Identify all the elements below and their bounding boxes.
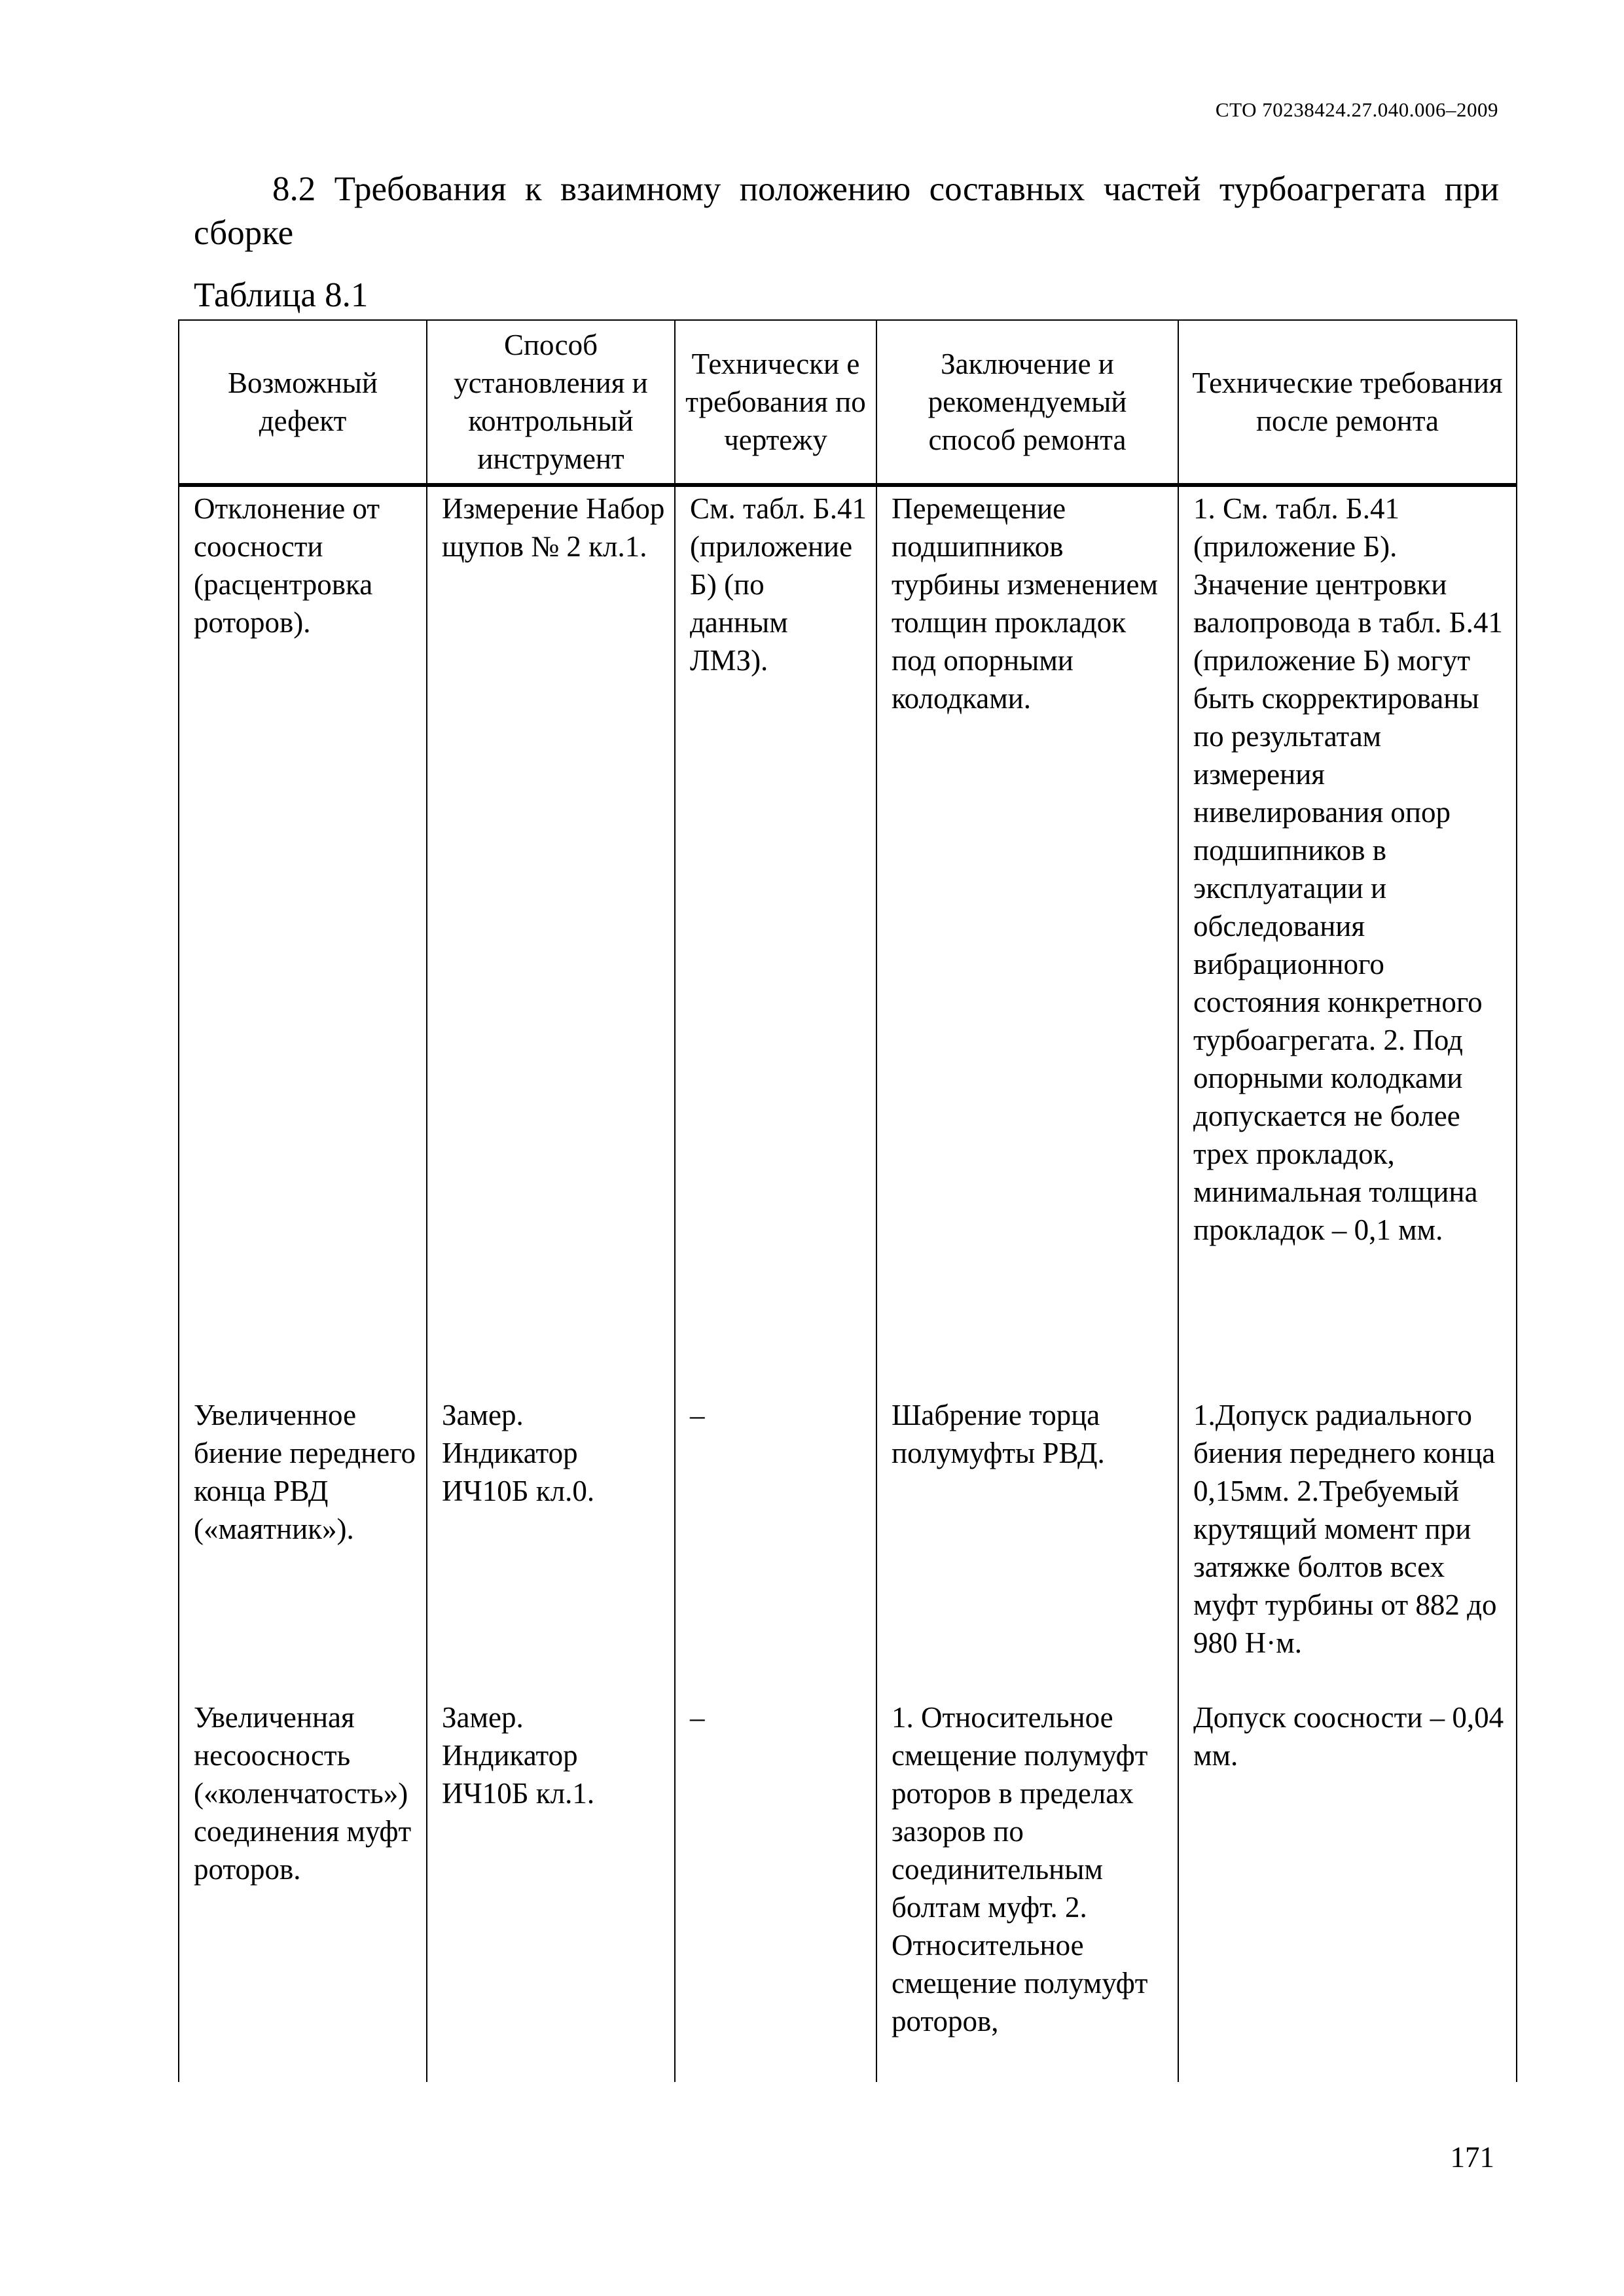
cell-repair: Перемещение подшипников турбины изменением толщин прокладок под опорными колодками. <box>876 485 1178 1396</box>
section-title: 8.2 Требования к взаимному положению составных частей турбоагрегата при сборке <box>194 170 1499 252</box>
header-repair: Заключение и рекомендуемый способ ремонта <box>876 320 1178 485</box>
cell-defect: Увеличенная несоосность («коленчатость») соединения муфт роторов. <box>179 1698 427 2082</box>
table-row <box>179 485 1517 1396</box>
defects-table <box>178 319 1517 2082</box>
page-number: 171 <box>1450 2141 1494 2174</box>
cell-drawing-requirements: – <box>675 1396 876 1698</box>
cell-drawing-requirements: – <box>675 1698 876 2082</box>
cell-defect: Увеличенное биение переднего конца РВД («маятник»). <box>179 1396 427 1698</box>
table-header-row <box>179 320 1517 485</box>
cell-after-repair: Допуск соосности – 0,04 мм. <box>1178 1698 1517 2082</box>
cell-method: Измерение Набор щупов № 2 кл.1. <box>427 485 675 1396</box>
cell-method: Замер. Индикатор ИЧ10Б кл.1. <box>427 1698 675 2082</box>
cell-repair: 1. Относительное смещение полумуфт роторов в пределах зазоров по соединительным болтам муфт. 2. Относительное смещение полумуфт роторов, <box>876 1698 1178 2082</box>
document-code-header: СТО 70238424.27.040.006–2009 <box>1215 98 1498 121</box>
header-defect: Возможный дефект <box>179 320 427 485</box>
cell-defect: Отклонение от соосности (расцентровка роторов). <box>179 485 427 1396</box>
cell-after-repair: 1. См. табл. Б.41 (приложение Б). Значение центровки валопровода в табл. Б.41 (приложение Б) могут быть скорректированы по результатам измерения нивелирования опор подшипников в эксплуатации и обследования вибрационного состояния конкретного турбоагрегата. 2. Под опорными колодками допускается не более трех прокладок, минимальная толщина прокладок – 0,1 мм. <box>1178 485 1517 1396</box>
cell-drawing-requirements: См. табл. Б.41 (приложение Б) (по данным ЛМЗ). <box>675 485 876 1396</box>
table-caption: Таблица 8.1 <box>194 276 369 314</box>
header-drawing-requirements: Технически е требования по чертежу <box>675 320 876 485</box>
header-after-repair: Технические требования после ремонта <box>1178 320 1517 485</box>
cell-after-repair: 1.Допуск радиального биения переднего конца 0,15мм. 2.Требуемый крутящий момент при затяжке болтов всех муфт турбины от 882 до 980 Н·м. <box>1178 1396 1517 1698</box>
cell-repair: Шабрение торца полумуфты РВД. <box>876 1396 1178 1698</box>
table-row <box>179 1698 1517 2082</box>
table-row <box>179 1396 1517 1698</box>
defects-table-container <box>178 319 1516 2066</box>
header-method: Способ установления и контрольный инструмент <box>427 320 675 485</box>
cell-method: Замер. Индикатор ИЧ10Б кл.0. <box>427 1396 675 1698</box>
